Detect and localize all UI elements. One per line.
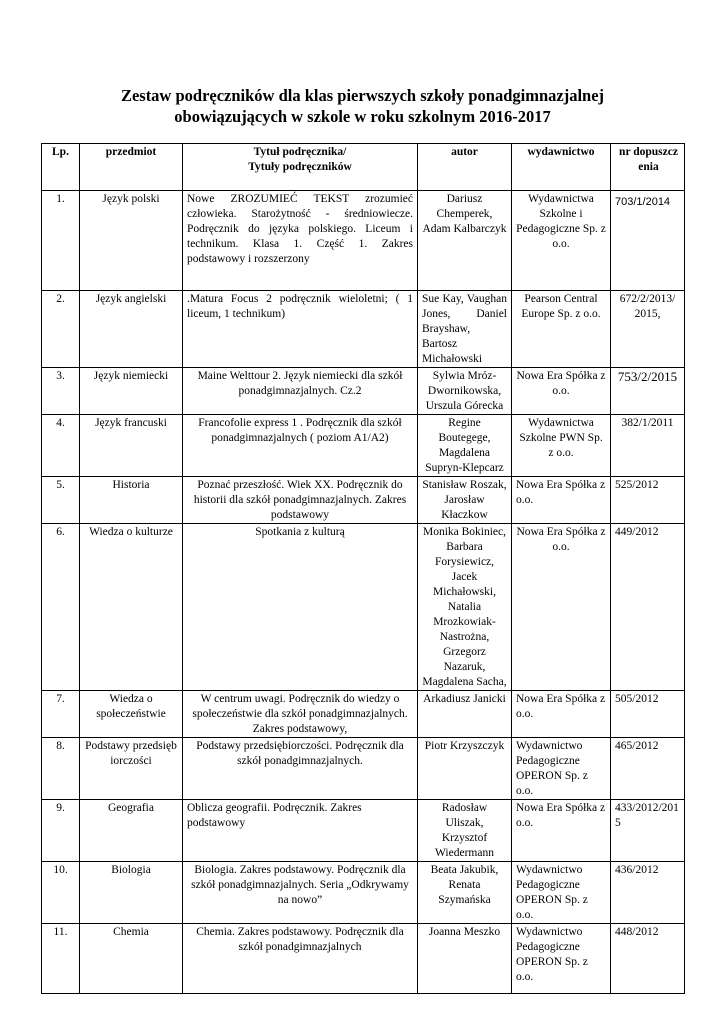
- row-title: Nowe ZROZUMIEĆ TEKST zrozumieć człowieka. Starożytność - średniowiecze. Podręcznik do języka polskiego. Liceum i technikum. Klasa 1. Część 1. Zakres podstawowy i rozszerzony: [183, 191, 418, 291]
- row-publisher: Wydawnictwo Pedagogiczne OPERON Sp. z o.o.: [512, 738, 611, 800]
- row-author: Sylwia Mróz-Dwornikowska, Urszula Górecka: [418, 368, 512, 415]
- row-subject: Podstawy przedsiębiorczości: [80, 738, 183, 800]
- table-row: [42, 800, 685, 862]
- row-title: Biologia. Zakres podstawowy. Podręcznik dla szkół ponadgimnazjalnych. Seria „Odkrywamy na nowo”: [183, 862, 418, 924]
- row-lp: 8.: [42, 738, 80, 800]
- table-row: [42, 291, 685, 368]
- row-author: Sue Kay, Vaughan Jones, Daniel Brayshaw, Bartosz Michałowski: [418, 291, 512, 368]
- row-title: Chemia. Zakres podstawowy. Podręcznik dla szkół ponadgimnazjalnych: [183, 924, 418, 994]
- table-row: [42, 924, 685, 994]
- row-lp: 7.: [42, 691, 80, 738]
- header-title: Tytuł podręcznika/ Tytuły podręczników: [183, 144, 418, 191]
- row-subject: Chemia: [80, 924, 183, 994]
- row-number: 525/2012: [611, 477, 685, 524]
- row-lp: 3.: [42, 368, 80, 415]
- row-title: Podstawy przedsiębiorczości. Podręcznik dla szkół ponadgimnazjalnych.: [183, 738, 418, 800]
- row-publisher: Nowa Era Spółka z o.o.: [512, 691, 611, 738]
- header-publisher: wydawnictwo: [512, 144, 611, 191]
- row-lp: 10.: [42, 862, 80, 924]
- row-publisher: Nowa Era Spółka z o.o.: [512, 368, 611, 415]
- row-subject: Wiedza o kulturze: [80, 524, 183, 691]
- textbook-table: [41, 143, 685, 994]
- page-title: [40, 85, 685, 127]
- page-title-line-2: obowiązujących w szkole w roku szkolnym 2016-2017: [174, 107, 551, 126]
- row-title: .Matura Focus 2 podręcznik wieloletni; ( 1 liceum, 1 technikum): [183, 291, 418, 368]
- row-publisher: Wydawnictwo Pedagogiczne OPERON Sp. z o.o.: [512, 924, 611, 994]
- row-number: 449/2012: [611, 524, 685, 691]
- row-author: Regine Boutegege, Magdalena Supryn-Klepcarz: [418, 415, 512, 477]
- row-lp: 2.: [42, 291, 80, 368]
- row-subject: Język polski: [80, 191, 183, 291]
- header-subject: przedmiot: [80, 144, 183, 191]
- row-title: Spotkania z kulturą: [183, 524, 418, 691]
- row-title: W centrum uwagi. Podręcznik do wiedzy o społeczeństwie dla szkół ponadgimnazjalnych. Zakres podstawowy,: [183, 691, 418, 738]
- row-publisher: Nowa Era Spółka z o.o.: [512, 477, 611, 524]
- row-author: Piotr Krzyszczyk: [418, 738, 512, 800]
- row-lp: 1.: [42, 191, 80, 291]
- row-subject: Język angielski: [80, 291, 183, 368]
- row-subject: Język francuski: [80, 415, 183, 477]
- row-subject: Wiedza o społeczeństwie: [80, 691, 183, 738]
- table-row: [42, 862, 685, 924]
- table-row: [42, 738, 685, 800]
- row-number: 505/2012: [611, 691, 685, 738]
- row-publisher: Nowa Era Spółka z o.o.: [512, 524, 611, 691]
- header-number: nr dopuszczenia: [611, 144, 685, 191]
- row-number: 753/2/2015: [611, 368, 685, 415]
- page-title-line-1: Zestaw podręczników dla klas pierwszych szkoły ponadgimnazjalnej: [120, 86, 605, 105]
- row-number: 672/2/2013/ 2015,: [611, 291, 685, 368]
- row-lp: 5.: [42, 477, 80, 524]
- table-row: [42, 524, 685, 691]
- row-author: Dariusz Chemperek, Adam Kalbarczyk: [418, 191, 512, 291]
- row-lp: 6.: [42, 524, 80, 691]
- row-number: 382/1/2011: [611, 415, 685, 477]
- row-publisher: Nowa Era Spółka z o.o.: [512, 800, 611, 862]
- row-subject: Biologia: [80, 862, 183, 924]
- row-title: Oblicza geografii. Podręcznik. Zakres podstawowy: [183, 800, 418, 862]
- table-row: [42, 477, 685, 524]
- row-author: Joanna Meszko: [418, 924, 512, 994]
- table-row: [42, 368, 685, 415]
- row-title: Francofolie express 1 . Podręcznik dla szkół ponadgimnazjalnych ( poziom A1/A2): [183, 415, 418, 477]
- row-subject: Historia: [80, 477, 183, 524]
- table-row: [42, 691, 685, 738]
- row-lp: 11.: [42, 924, 80, 994]
- row-title: Poznać przeszłość. Wiek XX. Podręcznik do historii dla szkół ponadgimnazjalnych. Zakres podstawowy: [183, 477, 418, 524]
- row-number: 433/2012/2015: [611, 800, 685, 862]
- table-row: [42, 191, 685, 291]
- row-number: 436/2012: [611, 862, 685, 924]
- row-subject: Język niemiecki: [80, 368, 183, 415]
- row-publisher: Wydawnictwa Szkolne PWN Sp. z o.o.: [512, 415, 611, 477]
- table-row: [42, 415, 685, 477]
- row-author: Arkadiusz Janicki: [418, 691, 512, 738]
- row-publisher: Wydawnictwa Szkolne i Pedagogiczne Sp. z o.o.: [512, 191, 611, 291]
- row-number: 703/1/2014: [611, 191, 685, 291]
- header-author: autor: [418, 144, 512, 191]
- row-subject: Geografia: [80, 800, 183, 862]
- header-lp: Lp.: [42, 144, 80, 191]
- row-author: Stanisław Roszak, Jarosław Kłaczkow: [418, 477, 512, 524]
- row-number: 448/2012: [611, 924, 685, 994]
- row-publisher: Wydawnictwo Pedagogiczne OPERON Sp. z o.o.: [512, 862, 611, 924]
- row-title: Maine Welttour 2. Język niemiecki dla szkół ponadgimnazjalnych. Cz.2: [183, 368, 418, 415]
- row-lp: 4.: [42, 415, 80, 477]
- row-lp: 9.: [42, 800, 80, 862]
- row-author: Monika Bokiniec, Barbara Forysiewicz, Jacek Michałowski, Natalia Mrozkowiak-Nastrożna, Grzegorz Nazaruk, Magdalena Sacha,: [418, 524, 512, 691]
- row-number: 465/2012: [611, 738, 685, 800]
- table-header-row: [42, 144, 685, 191]
- row-author: Beata Jakubik, Renata Szymańska: [418, 862, 512, 924]
- row-publisher: Pearson Central Europe Sp. z o.o.: [512, 291, 611, 368]
- row-author: Radosław Uliszak, Krzysztof Wiedermann: [418, 800, 512, 862]
